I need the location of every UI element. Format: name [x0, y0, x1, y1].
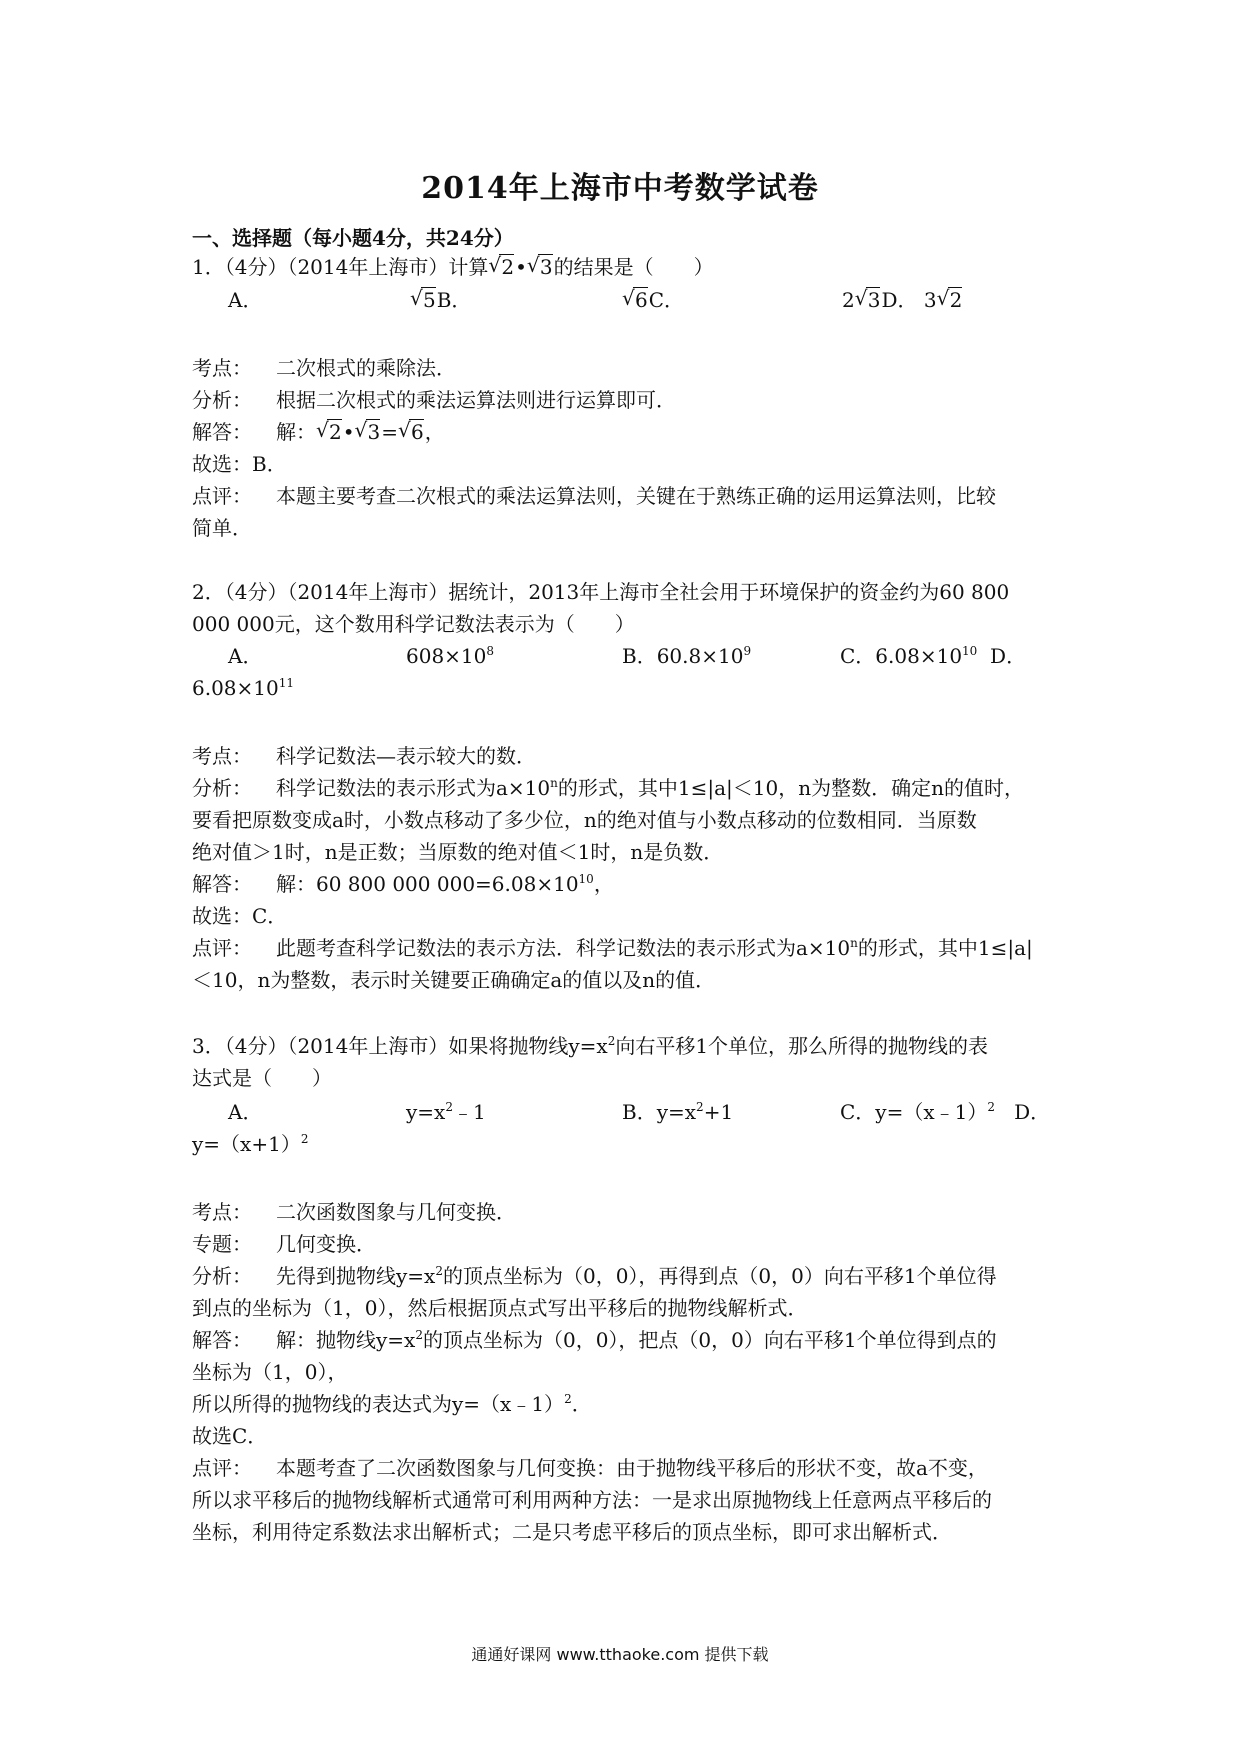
- q3-option-b: B．$y=x^2+1$: [622, 1100, 734, 1124]
- q2-option-a-value: $608\times 10^8$: [406, 644, 495, 668]
- q3-kaodian: 考点： 二次函数图象与几何变换．: [192, 1200, 516, 1224]
- q2-option-a-label: A．: [228, 644, 263, 668]
- q3-zhuanti: 专题： 几何变换．: [192, 1232, 376, 1256]
- q3-fenxi-cont: 到点的坐标为（1，0），然后根据顶点式写出平移后的抛物线解析式．: [192, 1296, 808, 1320]
- q3-option-d-value: $y=(x+1)^2$: [192, 1132, 309, 1156]
- q3-jieda-cont-1: 坐标为（1，0），: [192, 1360, 348, 1384]
- sqrt-3: √ 3: [527, 251, 553, 284]
- q1-option-a-label: A．: [228, 288, 263, 312]
- q1-fenxi: 分析： 根据二次根式的乘法运算法则进行运算即可．: [192, 388, 676, 412]
- q1-answer: 故选：B．: [192, 452, 287, 476]
- q1-stem: 1．（4分）（2014年上海市）计算√ 2•√ 3的结果是（ ）: [192, 251, 714, 284]
- q2-dianping-cont: ＜10，n为整数，表示时关键要正确确定a的值以及n的值．: [192, 968, 716, 992]
- q3-option-c-d: C．y=（x﹣1）$^2$ D．: [840, 1100, 1051, 1124]
- q1-option-a-value: √ 5B．: [410, 284, 471, 317]
- q3-option-a-label: A．: [228, 1100, 263, 1124]
- q3-dianping-cont-2: 坐标，利用待定系数法求出解析式；二是只考虑平移后的顶点坐标，即可求出解析式．: [192, 1520, 952, 1544]
- q1-option-b-value: √ 6C．: [622, 284, 684, 317]
- q1-jieda: 解答： 解：√ 2•√ 3=√ 6，: [192, 416, 445, 449]
- q1-dianping: 点评： 本题主要考查二次根式的乘法运算法则，关键在于熟练正确的运用运算法则，比较: [192, 484, 996, 508]
- q3-dianping: 点评： 本题考查了二次函数图象与几何变换：由于抛物线平移后的形状不变，故a不变，: [192, 1456, 988, 1480]
- q1-kaodian: 考点： 二次根式的乘除法．: [192, 356, 456, 380]
- q1-dianping-cont: 简单．: [192, 516, 252, 540]
- q2-stem-cont: 000 000元，这个数用科学记数法表示为（ ）: [192, 612, 635, 636]
- section-heading: 一、选择题（每小题4分，共24分）: [192, 226, 514, 250]
- q3-stem-cont: 达式是（ ）: [192, 1066, 332, 1090]
- q2-stem: 2．（4分）（2014年上海市）据统计，2013年上海市全社会用于环境保护的资金约为60 800: [192, 580, 1010, 604]
- q2-fenxi-cont-2: 绝对值＞1时，n是正数；当原数的绝对值＜1时，n是负数．: [192, 840, 724, 864]
- q2-fenxi-cont-1: 要看把原数变成a时，小数点移动了多少位，n的绝对值与小数点移动的位数相同．当原数: [192, 808, 977, 832]
- q2-dianping: 点评： 此题考查科学记数法的表示方法．科学记数法的表示形式为$a\times 10^n$的形式，其中1≤|a|: [192, 936, 1033, 960]
- q3-stem: 3．（4分）（2014年上海市）如果将抛物线$y=x^2$向右平移1个单位，那么所得的抛物线的表: [192, 1034, 989, 1058]
- q3-answer: 故选C．: [192, 1424, 268, 1448]
- q3-option-a-value: $y=x^2﹣1$: [406, 1100, 486, 1124]
- q2-kaodian: 考点： 科学记数法—表示较大的数．: [192, 744, 536, 768]
- q2-fenxi: 分析： 科学记数法的表示形式为$a\times 10^n$的形式，其中1≤|a|＜10，n为整数．确定n的值时，: [192, 776, 1024, 800]
- q2-option-c-d: C．$6.08\times 10^{10}$ D．: [840, 644, 1027, 668]
- q2-option-b: B．$60.8\times 10^9$: [622, 644, 752, 668]
- q2-answer: 故选：C．: [192, 904, 288, 928]
- q3-jieda: 解答： 解：抛物线$y=x^2$的顶点坐标为（0，0），把点（0，0）向右平移1个单位得到点的: [192, 1328, 997, 1352]
- page-title: 2014年上海市中考数学试卷: [421, 171, 819, 206]
- q1-option-c-d: 2√ 3D． 3√ 2: [842, 284, 963, 317]
- sqrt-2: √ 2: [488, 251, 514, 284]
- q3-fenxi: 分析： 先得到抛物线$y=x^2$的顶点坐标为（0，0），再得到点（0，0）向右平移1个单位得: [192, 1264, 997, 1288]
- q3-dianping-cont-1: 所以求平移后的抛物线解析式通常可利用两种方法：一是求出原抛物线上任意两点平移后的: [192, 1488, 992, 1512]
- q2-jieda: 解答： 解：60 800 000 $000=6.08\times 10^{10}$，: [192, 872, 614, 896]
- q2-option-d-value: $6.08\times 10^{11}$: [192, 676, 295, 700]
- q3-jieda-cont-2: 所以所得的抛物线的表达式为y=（x﹣1）$^2$．: [192, 1392, 592, 1416]
- page-footer: 通通好课网 www.tthaoke.com 提供下载: [471, 1645, 769, 1664]
